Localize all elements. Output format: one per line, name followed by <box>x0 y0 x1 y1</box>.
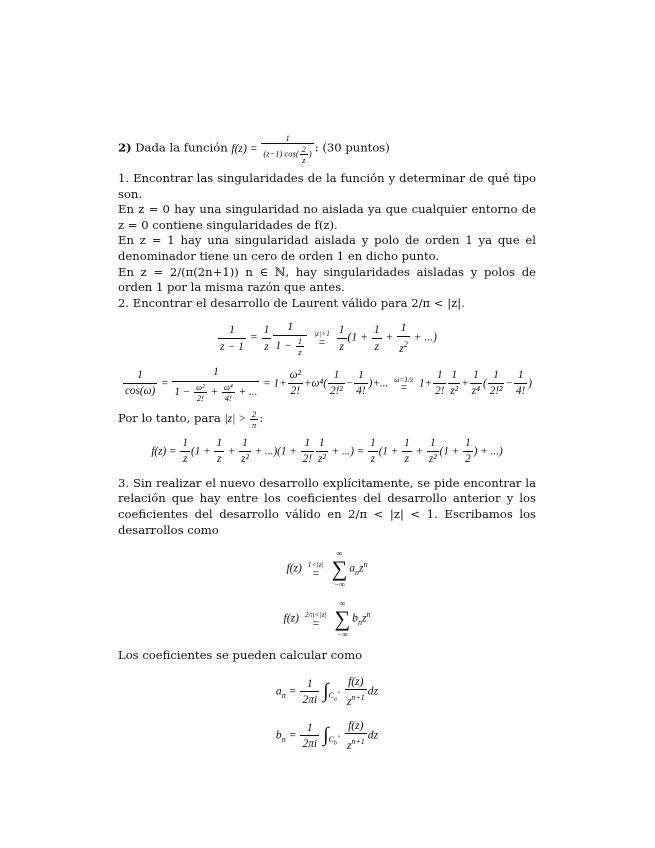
laurent-equation-2: $\frac{1}{\cos(\omega)}$ = 1 1 − $\frac{\text{ω²}}{2!}$ + $\frac{\text{ω⁴}}{4!}$ + ... = 1+ $\frac{\text{ω²}}{2!}$ +ω⁴( $\frac{1}{\text{2!²}}$ − $\frac{1}{4!}$ )+... ω=1/z = 1+ $\frac{1}{2!}$ $\frac{1}{\text{z²}}$ + $\frac{1}{\text{z⁴}}$ ( $\frac{1}{\text{2!²}}$ − $\frac{1}{4!}$ ) <box>124 365 533 403</box>
section2-title: 2. Encontrar el desarrollo de Laurent válido para 2/π < |z|. <box>118 295 465 310</box>
section1-title: 1. Encontrar las singularidades de la función y determinar de qué tipo son. <box>118 171 536 201</box>
problem-number: 2) <box>118 140 132 155</box>
therefore-text: Por lo tanto, para |z| > $\frac{2}{\pi}$ : <box>118 408 264 430</box>
section1-paragraph-1: En z = 0 hay una singularidad no aislada ya que cualquier entorno de z = 0 contiene singularidades de f(z). <box>118 202 536 232</box>
section3-title: 3. Sin realizar el nuevo desarrollo explícitamente, se pide encontrar la relación que hay entre los coeficientes del desarrollo anterior y los coeficientes del desarrollo válido en 2/π < |z| < 1. Escribamos los desarrollos como <box>118 475 536 537</box>
laurent-equation-3: f(z) = $\frac{1}{z}$ (1 + $\frac{1}{z}$ + $\frac{1}{\text{z²}}$ + ...)(1 + $\frac{1}{2!}$ $\frac{1}{\text{z²}}$ + ...) = $\frac{1}{z}$ (1 + $\frac{1}{z}$ + $\frac{1}{\text{z²}}$ (1 + $\frac{1}{2}$ ) + ...) <box>151 436 503 466</box>
function-definition: f(z) = 1 (z−1) cos( $\frac{2}{z}$ ) <box>231 133 312 165</box>
section1-paragraph-2: En z = 1 hay una singularidad aislada y polo de orden 1 ya que el denominador tiene un cero de orden 1 en dicho punto. <box>118 233 536 263</box>
problem-header <box>118 133 536 165</box>
expansion-a: f(z) 1<|z| = ∞ ∑ −∞ $a_nz^n$ <box>286 549 368 590</box>
document-page <box>118 133 536 762</box>
laurent-equation-1: $\frac{1}{z - 1}$ = $\frac{1}{z}$ 1 1 − $\frac{1}{z}$ |z|>1 = $\frac{1}{z}$ (1 + $\frac{1}{z}$ + $\frac{1}{z^2}$ + ...) <box>220 320 437 357</box>
problem-intro: Dada la función <box>135 140 228 155</box>
section1-paragraph-3: En z = 2/(π(2n+1)) n ∈ ℕ, hay singularidades aisladas y polos de orden 1 por la misma razón que antes. <box>118 264 536 295</box>
expansion-b: f(z) 2/π<|z| = ∞ ∑ −∞ $b_nz^n$ <box>283 599 371 640</box>
coefficient-bn: $b_n$ = $\frac{1}{2\pi i}$ $\int_{C_b^+}$ $\frac{f(z)}{z^{n+1}}$ dz <box>275 718 379 753</box>
coefficient-an: $a_n$ = $\frac{1}{2\pi i}$ $\int_{C_a^+}$ $\frac{f(z)}{z^{n+1}}$ dz <box>275 674 379 709</box>
problem-points: : (30 puntos) <box>314 140 390 155</box>
coefficients-intro: Los coeficientes se pueden calcular como <box>118 648 363 663</box>
